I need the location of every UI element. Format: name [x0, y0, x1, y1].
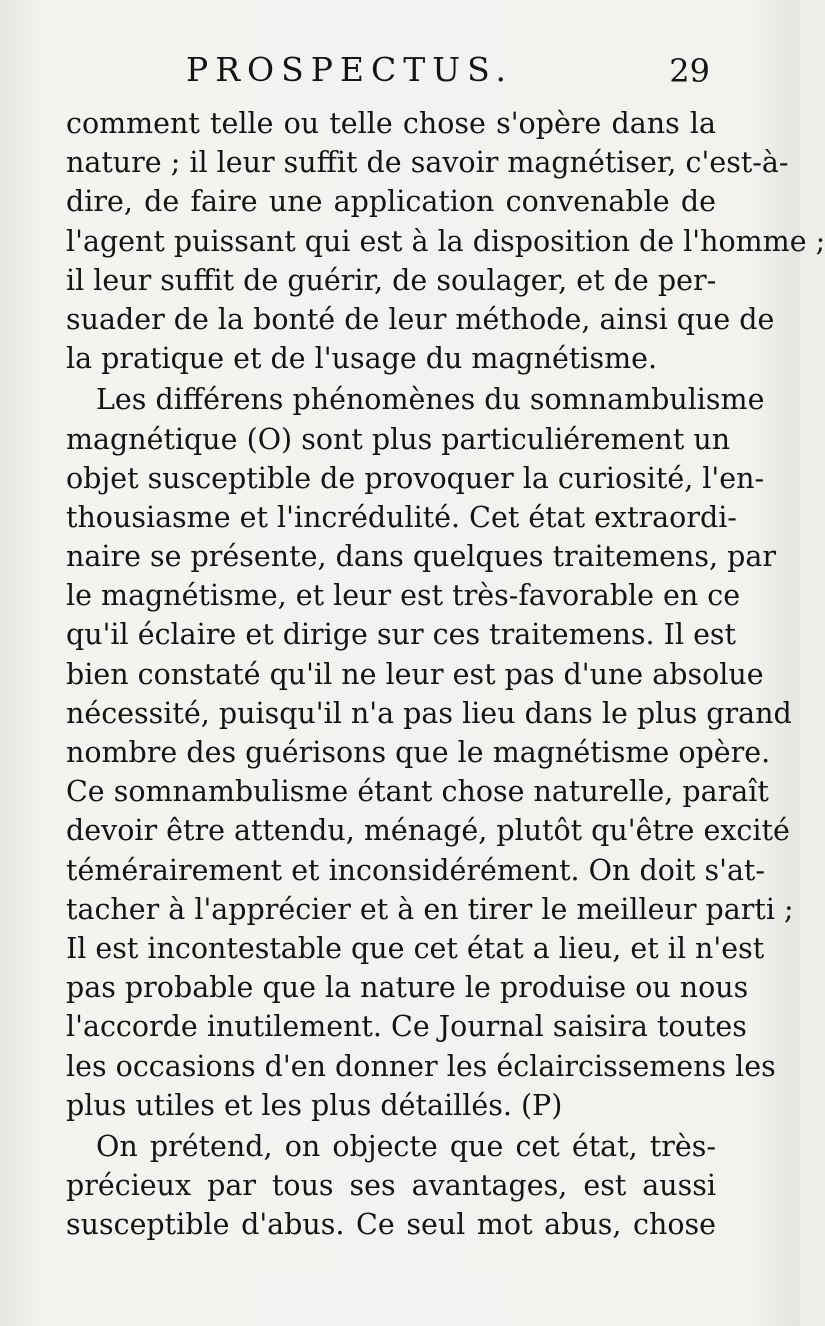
text-line: suader de la bonté de leur méthode, ainsi que de: [66, 302, 775, 336]
text-line: naire se présente, dans quelques traitemens, par: [66, 540, 776, 574]
page-number: 29: [669, 52, 710, 90]
text-line: l'accorde inutilement. Ce Journal saisira toutes: [66, 1010, 747, 1044]
text-line: comment telle ou telle chose s'opère dans la: [66, 107, 716, 140]
running-title: PROSPECTUS.: [186, 50, 513, 89]
text-line: l'agent puissant qui est à la disposition de l'homme ;: [66, 224, 825, 258]
text-line: magnétique (O) sont plus particuliérement un: [66, 422, 731, 456]
text-line: les occasions d'en donner les éclaircissemens les: [66, 1049, 776, 1083]
text-line: Ce somnambulisme étant chose naturelle, paraît: [66, 775, 769, 809]
text-line: devoir être attendu, ménagé, plutôt qu'être excité: [66, 814, 790, 848]
text-line: Il est incontestable que cet état a lieu, et il n'est: [66, 931, 765, 965]
body-text: [66, 104, 825, 1244]
text-line: objet susceptible de provoquer la curiosité, l'en-: [66, 461, 765, 495]
text-line: susceptible d'abus. Ce seul mot abus, chose: [66, 1208, 716, 1242]
text-line: la pratique et de l'usage du magnétisme.: [66, 342, 658, 376]
page-header: [66, 50, 716, 98]
text-line: Les différens phénomènes du somnambulisme: [96, 383, 765, 417]
text-line: il leur suffit de guérir, de soulager, et de per-: [66, 263, 717, 297]
text-line: nature ; il leur suffit de savoir magnétiser, c'est-à-: [66, 146, 789, 180]
text-line: le magnétisme, et leur est très-favorable en ce: [66, 579, 741, 613]
paragraph-1: [66, 104, 825, 378]
text-line: tacher à l'apprécier et à en tirer le meilleur parti ;: [66, 892, 794, 926]
text-line: dire, de faire une application convenable de: [66, 185, 716, 219]
text-line: qu'il éclaire et dirige sur ces traitemens. Il est: [66, 618, 737, 652]
paragraph-3: [66, 1127, 716, 1245]
text-line: thousiasme et l'incrédulité. Cet état extraordi-: [66, 500, 737, 534]
text-line: précieux par tous ses avantages, est aussi: [66, 1169, 716, 1203]
text-line: bien constaté qu'il ne leur est pas d'une absolue: [66, 657, 764, 691]
text-line: On prétend, on objecte que cet état, très-: [96, 1129, 716, 1163]
text-line: témérairement et inconsidérément. On doit s'at-: [66, 853, 766, 887]
paragraph-2: [66, 380, 794, 1125]
text-line: nécessité, puisqu'il n'a pas lieu dans le plus grand: [66, 696, 792, 730]
text-line: pas probable que la nature le produise ou nous: [66, 971, 749, 1005]
text-line: plus utiles et les plus détaillés. (P): [66, 1088, 563, 1122]
text-line: nombre des guérisons que le magnétisme opère.: [66, 736, 771, 769]
